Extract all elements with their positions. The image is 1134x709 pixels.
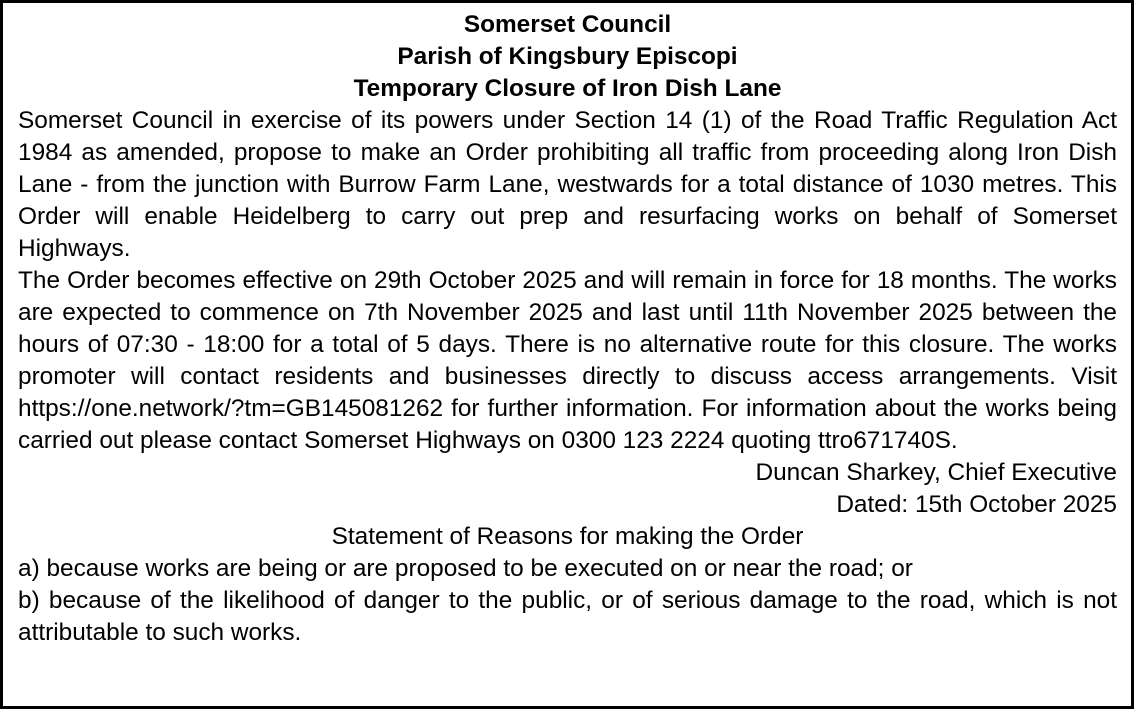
parish-name: Parish of Kingsbury Episcopi: [397, 43, 738, 70]
signatory: Duncan Sharkey, Chief Executive: [755, 459, 1117, 486]
effective-paragraph: The Order becomes effective on 29th October 2025 and will remain in force for 18 months. The works are expected to commence on 7th November 2025 and last until 11th November 2025 between the hours of 07:30 - 18:00 for a total of 5 days. There is no alternative route for this closure. The works promoter will contact residents and businesses directly to discuss access arrangements. Visit https://one.network/?tm=GB145081262 for further information. For information about the works being carried out please contact Somerset Highways on 0300 123 2224 quoting ttro671740S.: [18, 267, 1117, 454]
notice-title: Temporary Closure of Iron Dish Lane: [353, 75, 782, 102]
dated-line: Dated: 15th October 2025: [836, 491, 1117, 518]
reasons-heading: Statement of Reasons for making the Order: [331, 523, 804, 550]
reason-b: b) because of the likelihood of danger to the public, or of serious damage to the road, which is not attributable to such works.: [18, 587, 1117, 646]
reason-a: a) because works are being or are proposed to be executed on or near the road; or: [18, 555, 913, 582]
order-paragraph: Somerset Council in exercise of its powers under Section 14 (1) of the Road Traffic Regulation Act 1984 as amended, propose to make an Order prohibiting all traffic from proceeding along Iron Dish Lane - from the junction with Burrow Farm Lane, westwards for a total distance of 1030 metres. This Order will enable Heidelberg to carry out prep and resurfacing works on behalf of Somerset Highways.: [18, 107, 1117, 262]
council-name: Somerset Council: [463, 11, 672, 38]
